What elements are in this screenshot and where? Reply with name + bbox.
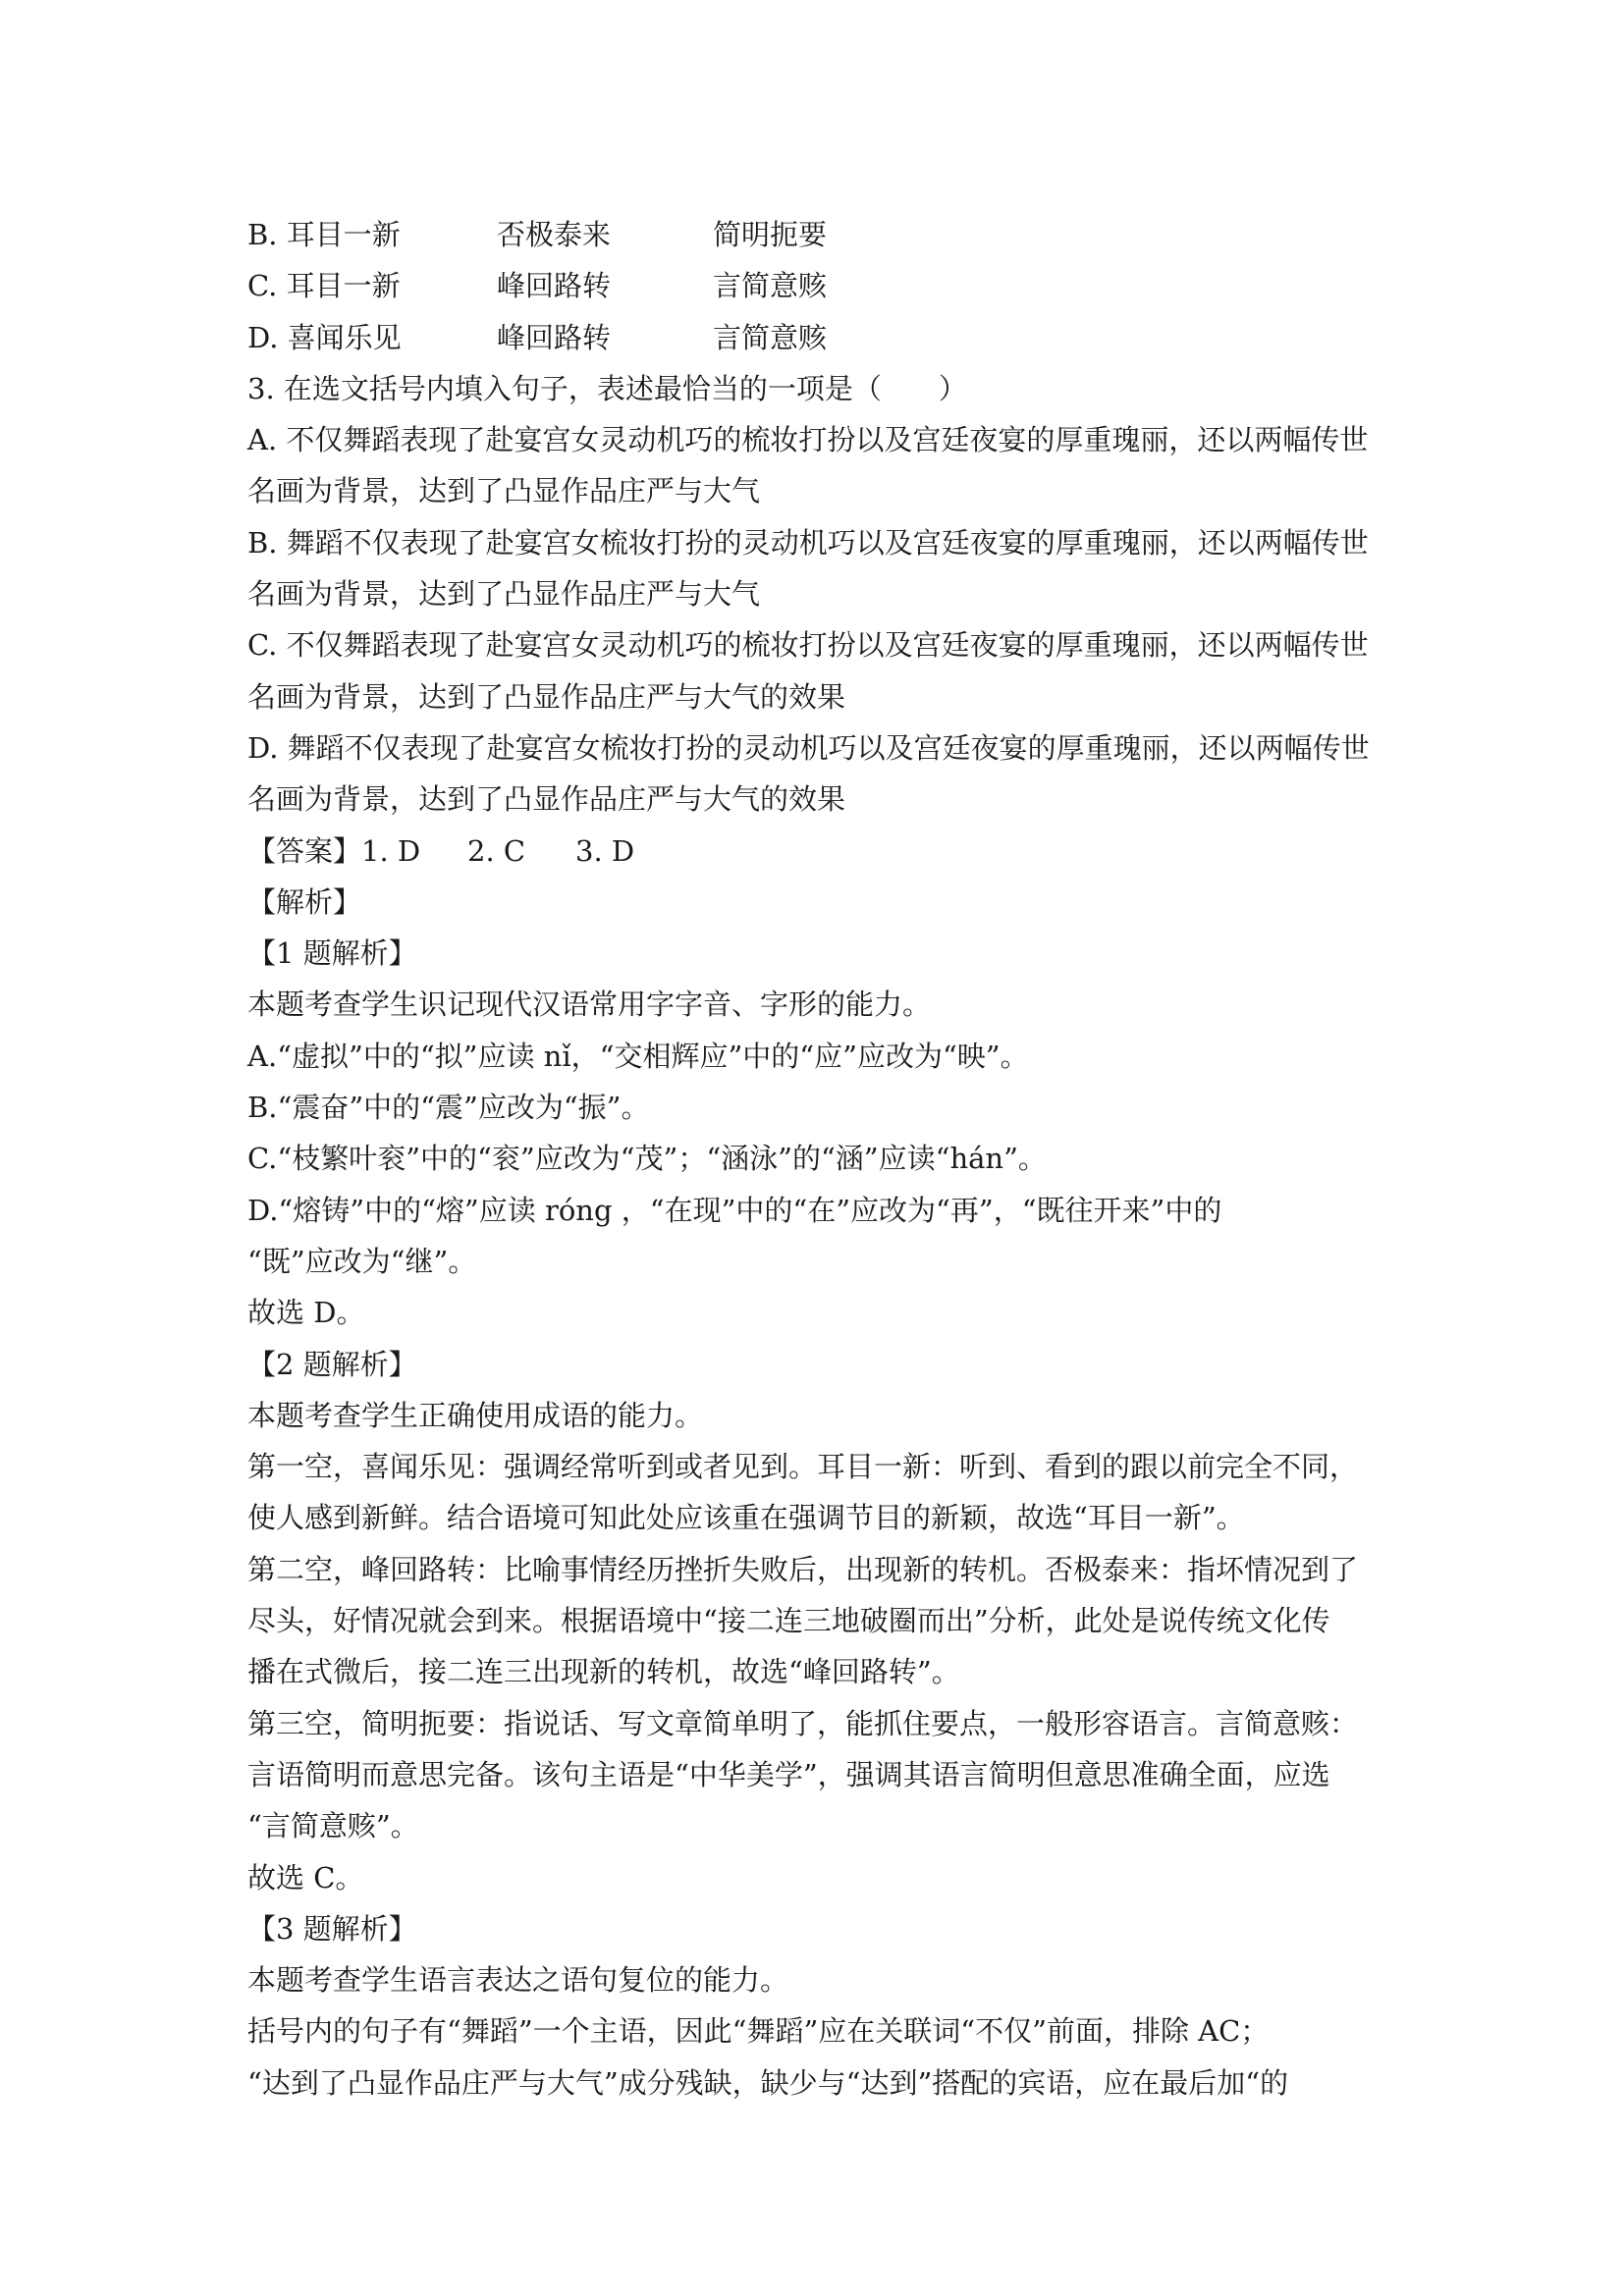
- analysis-heading: 【解析】: [247, 884, 362, 919]
- analysis-line: 使人感到新鲜。结合语境可知此处应该重在强调节目的新颖，故选“耳目一新”。: [247, 1501, 1245, 1535]
- analysis-line: 言语简明而意思完备。该句主语是“中华美学”，强调其语言简明但意思准确全面，应选: [247, 1757, 1330, 1791]
- q3-option-line: 名画为背景，达到了凸显作品庄严与大气的效果: [247, 679, 846, 714]
- q3-option-line: 名画为背景，达到了凸显作品庄严与大气: [247, 474, 761, 508]
- analysis-line: 故选 D。: [247, 1296, 365, 1330]
- option-b-second: 否极泰来: [497, 218, 612, 251]
- option-d-second: 峰回路转: [497, 320, 612, 354]
- option-c-first: C. 耳目一新: [247, 269, 401, 303]
- q3-option-line: C. 不仅舞蹈表现了赴宴宫女灵动机巧的梳妆打扮以及宫廷夜宴的厚重瑰丽，还以两幅传世: [247, 628, 1369, 663]
- document-body: [247, 209, 1396, 2109]
- analysis-line: B.“震奋”中的“震”应改为“振”。: [247, 1091, 650, 1125]
- q3-option-line: A. 不仅舞蹈表现了赴宴宫女灵动机巧的梳妆打扮以及宫廷夜宴的厚重瑰丽，还以两幅传世: [247, 423, 1369, 457]
- option-row-c: [247, 260, 1396, 311]
- q3-option-line: 名画为背景，达到了凸显作品庄严与大气的效果: [247, 782, 846, 817]
- answer-line: [247, 826, 1396, 877]
- q3-option-line: 名画为背景，达到了凸显作品庄严与大气: [247, 577, 761, 612]
- analysis-line: 本题考查学生语言表达之语句复位的能力。: [247, 1963, 789, 1998]
- analysis-line: 本题考查学生正确使用成语的能力。: [247, 1398, 704, 1432]
- analysis-line: 播在式微后，接二连三出现新的转机，故选“峰回路转”。: [247, 1655, 960, 1689]
- analysis-line: “既”应改为“继”。: [247, 1244, 477, 1278]
- q3-option-line: D. 舞蹈不仅表现了赴宴宫女梳妆打扮的灵动机巧以及宫廷夜宴的厚重瑰丽，还以两幅传世: [247, 730, 1370, 765]
- q2-analysis-heading: 【2 题解析】: [247, 1347, 417, 1381]
- option-b-third: 简明扼要: [713, 218, 828, 251]
- option-c-third: 言简意赅: [713, 269, 828, 303]
- analysis-line: 第三空，简明扼要：指说话、写文章简单明了，能抓住要点，一般形容语言。言简意赅：: [247, 1706, 1359, 1740]
- option-b-first: B. 耳目一新: [247, 218, 401, 251]
- option-d-third: 言简意赅: [713, 320, 828, 354]
- option-row-b: [247, 209, 1396, 260]
- analysis-line: 本题考查学生识记现代汉语常用字字音、字形的能力。: [247, 988, 932, 1022]
- analysis-line: 故选 C。: [247, 1860, 364, 1895]
- analysis-line: A.“虚拟”中的“拟”应读 nǐ，“交相辉应”中的“应”应改为“映”。: [247, 1039, 1029, 1073]
- analysis-line: 第二空，峰回路转：比喻事情经历挫折失败后，出现新的转机。否极泰来：指坏情况到了: [247, 1552, 1359, 1586]
- option-c-second: 峰回路转: [497, 269, 612, 303]
- analysis-line: D.“熔铸”中的“熔”应读 róng ，“在现”中的“在”应改为“再”，“既往开来”中的: [247, 1193, 1222, 1227]
- analysis-line: 第一空，喜闻乐见：强调经常听到或者见到。耳目一新：听到、看到的跟以前完全不同，: [247, 1450, 1359, 1484]
- q3-analysis-heading: 【3 题解析】: [247, 1911, 417, 1946]
- answer-item-1: 1. D: [361, 833, 421, 868]
- analysis-line: “言简意赅”。: [247, 1809, 419, 1843]
- analysis-line: C.“枝繁叶衮”中的“衮”应改为“茂”；“涵泳”的“涵”应读“hán”。: [247, 1142, 1047, 1176]
- option-row-d: [247, 312, 1396, 363]
- answer-item-3: 3. D: [575, 833, 635, 868]
- answer-item-2: 2. C: [467, 833, 526, 868]
- analysis-line: 括号内的句子有“舞蹈”一个主语，因此“舞蹈”应在关联词“不仅”前面，排除 AC；: [247, 2014, 1270, 2049]
- analysis-line: “达到了凸显作品庄严与大气”成分残缺，缺少与“达到”搭配的宾语，应在最后加“的: [247, 2065, 1289, 2100]
- question-3-stem: 3. 在选文括号内填入句子，表述最恰当的一项是（ ）: [247, 371, 967, 405]
- q1-analysis-heading: 【1 题解析】: [247, 936, 417, 971]
- option-d-first: D. 喜闻乐见: [247, 320, 402, 354]
- q3-option-line: B. 舞蹈不仅表现了赴宴宫女梳妆打扮的灵动机巧以及宫廷夜宴的厚重瑰丽，还以两幅传世: [247, 525, 1369, 560]
- answer-label: 【答案】: [247, 833, 362, 868]
- analysis-line: 尽头，好情况就会到来。根据语境中“接二连三地破圈而出”分析，此处是说传统文化传: [247, 1604, 1330, 1638]
